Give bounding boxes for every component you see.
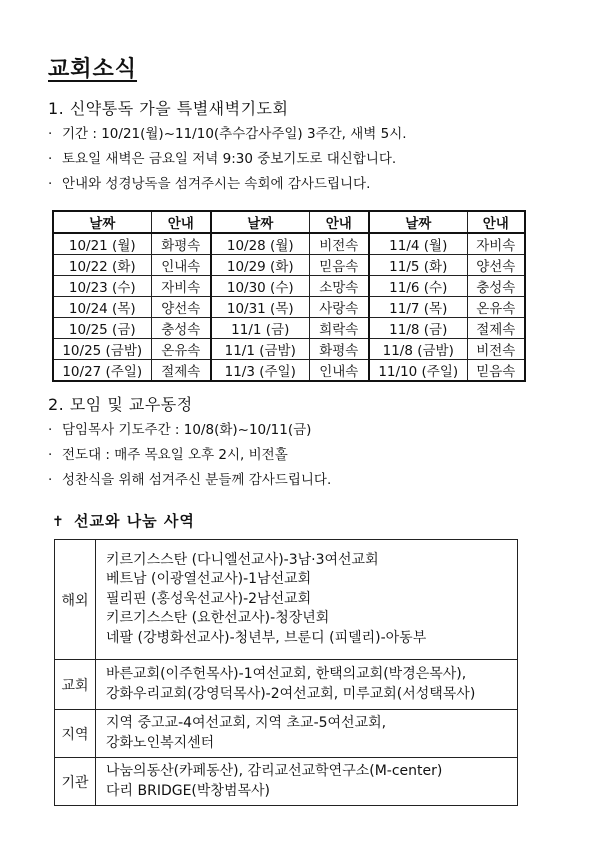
table-cell: 충성속 xyxy=(151,318,211,339)
header-guide: 안내 xyxy=(151,211,211,233)
mission-section-title xyxy=(52,510,195,531)
items-cell xyxy=(96,758,518,806)
table-row xyxy=(55,710,518,758)
table-cell: 절제속 xyxy=(467,318,525,339)
header-guide: 안내 xyxy=(467,211,525,233)
section1-heading: 1. 신약통독 가을 특별새벽기도회 xyxy=(48,99,289,118)
table-header-row xyxy=(53,211,525,233)
list-item: 바른교회(이주헌목사)-1여선교회, 한택의교회(박경은목사), xyxy=(106,666,467,682)
table-cell: 자비속 xyxy=(151,276,211,297)
table-cell: 충성속 xyxy=(467,276,525,297)
table-cell: 10/24 (목) xyxy=(53,297,151,318)
list-item: 네팔 (강병화선교사)-청년부, 브룬디 (피델리)-아동부 xyxy=(106,629,427,646)
table-cell: 11/4 (월) xyxy=(369,233,467,255)
list-item: 키르기스스탄 (다니엘선교사)-3남·3여선교회 xyxy=(106,551,379,568)
table-cell: 11/8 (금밤) xyxy=(369,339,467,360)
items-cell xyxy=(96,540,518,660)
bullet-item: · 기간 : 10/21(월)~11/10(추수감사주일) 3주간, 새벽 5시. xyxy=(48,126,407,142)
table-cell: 인내속 xyxy=(151,255,211,276)
header-date: 날짜 xyxy=(53,211,151,233)
cross-icon: ✝ xyxy=(52,514,65,530)
table-cell: 11/8 (금) xyxy=(369,318,467,339)
items-cell xyxy=(96,660,518,710)
bullet-item: · 토요일 새벽은 금요일 저녁 9:30 중보기도로 대신합니다. xyxy=(48,151,397,167)
table-cell: 10/25 (금) xyxy=(53,318,151,339)
table-cell: 비전속 xyxy=(309,233,369,255)
table-cell: 절제속 xyxy=(151,360,211,382)
table-cell: 화평속 xyxy=(309,339,369,360)
table-row xyxy=(53,339,525,360)
table-cell: 11/1 (금밤) xyxy=(211,339,309,360)
table-cell: 10/23 (수) xyxy=(53,276,151,297)
list-item: 필리핀 (홍성욱선교사)-2남선교회 xyxy=(106,590,312,607)
table-cell: 믿음속 xyxy=(309,255,369,276)
section2-heading: 2. 모임 및 교우동정 xyxy=(48,395,193,414)
category-cell: 기관 xyxy=(55,758,96,806)
items-cell xyxy=(96,710,518,758)
table-row xyxy=(53,318,525,339)
table-cell: 양선속 xyxy=(467,255,525,276)
table-cell: 믿음속 xyxy=(467,360,525,382)
list-item: 다리 BRIDGE(박창범목사) xyxy=(106,782,270,799)
table-cell: 11/1 (금) xyxy=(211,318,309,339)
mission-table xyxy=(54,539,518,806)
table-cell: 11/5 (화) xyxy=(369,255,467,276)
table-cell: 10/28 (월) xyxy=(211,233,309,255)
table-cell: 10/31 (목) xyxy=(211,297,309,318)
section1-bullets xyxy=(48,122,407,197)
table-row xyxy=(53,255,525,276)
table-row xyxy=(53,276,525,297)
list-item: 지역 중고교-4여선교회, 지역 초교-5여선교회, xyxy=(106,715,387,731)
header-guide: 안내 xyxy=(309,211,369,233)
table-cell: 비전속 xyxy=(467,339,525,360)
table-cell: 10/30 (수) xyxy=(211,276,309,297)
list-item: 키르기스스탄 (요한선교사)-청장년회 xyxy=(106,610,330,627)
table-cell: 양선속 xyxy=(151,297,211,318)
table-row xyxy=(55,660,518,710)
section2-bullets xyxy=(48,418,331,493)
table-cell: 11/3 (주일) xyxy=(211,360,309,382)
list-item: 강화우리교회(강영덕목사)-2여선교회, 미루교회(서성택목사) xyxy=(106,685,476,702)
table-row xyxy=(53,233,525,255)
table-cell: 화평속 xyxy=(151,233,211,255)
header-date: 날짜 xyxy=(369,211,467,233)
table-cell: 10/25 (금밤) xyxy=(53,339,151,360)
list-item: 나눔의동산(카페동산), 감리교선교학연구소(M-center) xyxy=(106,763,443,779)
page-title: 교회소식 xyxy=(48,57,138,82)
category-cell: 지역 xyxy=(55,710,96,758)
list-item: 강화노인복지센터 xyxy=(106,734,215,751)
prayer-schedule-table xyxy=(52,210,526,382)
table-cell: 10/22 (화) xyxy=(53,255,151,276)
table-row xyxy=(55,540,518,660)
table-cell: 온유속 xyxy=(467,297,525,318)
table-cell: 11/10 (주일) xyxy=(369,360,467,382)
table-cell: 10/29 (화) xyxy=(211,255,309,276)
bullet-item: · 안내와 성경낭독을 섬겨주시는 속회에 감사드립니다. xyxy=(48,176,371,192)
table-cell: 11/6 (수) xyxy=(369,276,467,297)
table-cell: 11/7 (목) xyxy=(369,297,467,318)
table-cell: 자비속 xyxy=(467,233,525,255)
table-cell: 10/27 (주일) xyxy=(53,360,151,382)
bullet-item: · 전도대 : 매주 목요일 오후 2시, 비전홀 xyxy=(48,447,288,463)
table-cell: 희락속 xyxy=(309,318,369,339)
mission-heading: 선교와 나눔 사역 xyxy=(74,512,195,530)
table-cell: 10/21 (월) xyxy=(53,233,151,255)
table-row xyxy=(53,360,525,382)
table-cell: 사랑속 xyxy=(309,297,369,318)
category-cell: 해외 xyxy=(55,540,96,660)
list-item: 베트남 (이광열선교사)-1남선교회 xyxy=(106,571,312,588)
table-row xyxy=(53,297,525,318)
table-cell: 온유속 xyxy=(151,339,211,360)
bullet-item: · 성찬식을 위해 섬겨주신 분들께 감사드립니다. xyxy=(48,472,332,488)
bullet-item: · 담임목사 기도주간 : 10/8(화)~10/11(금) xyxy=(48,422,312,438)
table-cell: 인내속 xyxy=(309,360,369,382)
table-row xyxy=(55,758,518,806)
header-date: 날짜 xyxy=(211,211,309,233)
table-cell: 소망속 xyxy=(309,276,369,297)
category-cell: 교회 xyxy=(55,660,96,710)
